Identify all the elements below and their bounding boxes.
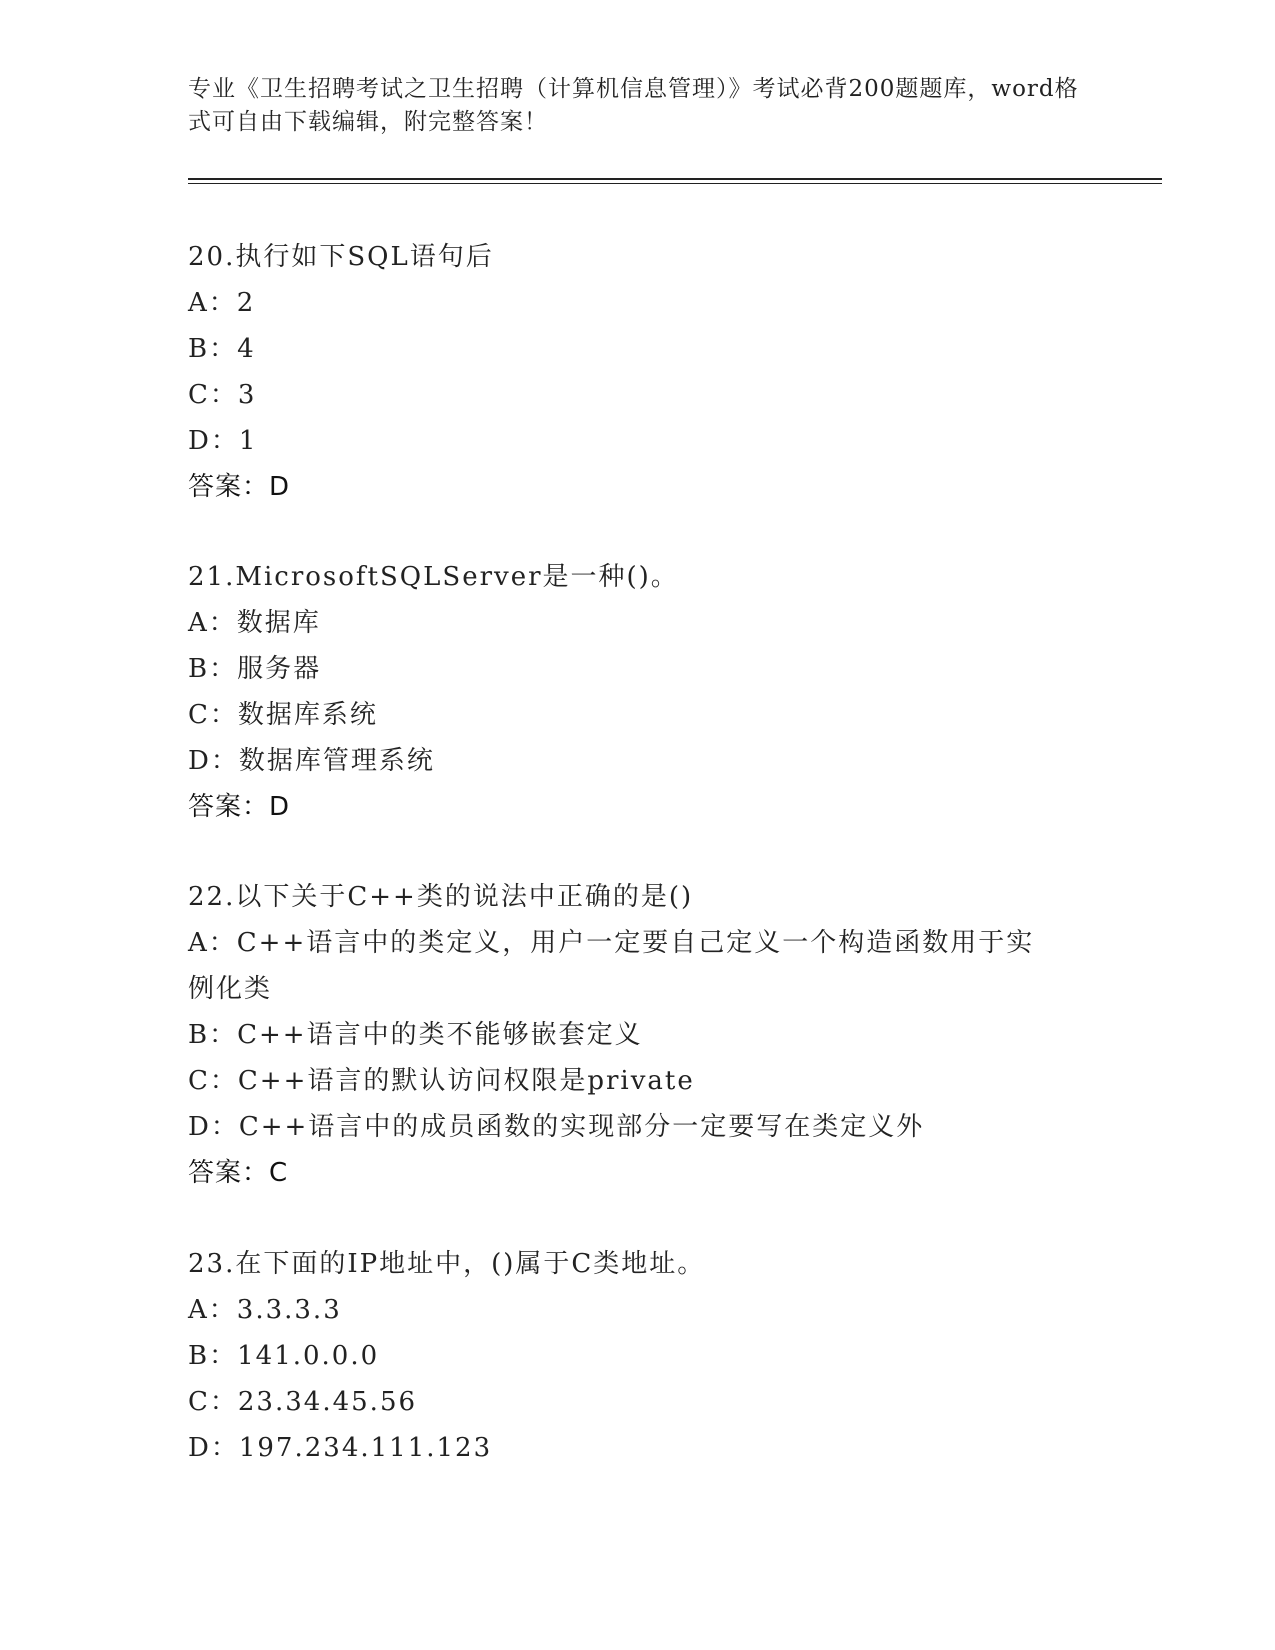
option-d: D：197.234.111.123 — [188, 1433, 493, 1463]
option-b: B：141.0.0.0 — [188, 1341, 380, 1371]
question-20 — [188, 234, 1088, 510]
option-b: B：服务器 — [188, 654, 322, 684]
option-c: C：23.34.45.56 — [188, 1387, 418, 1417]
question-stem: 21.MicrosoftSQLServer是一种()。 — [188, 562, 679, 592]
answer-line: 答案：D — [188, 792, 291, 822]
option-b: B：4 — [188, 334, 256, 364]
option-d: D：1 — [188, 426, 258, 456]
option-a: A：3.3.3.3 — [188, 1295, 342, 1325]
option-d: D：C++语言中的成员函数的实现部分一定要写在类定义外 — [188, 1112, 925, 1142]
header-divider-thick — [188, 178, 1162, 180]
option-a: A：C++语言中的类定义，用户一定要自己定义一个构造函数用于实例化类 — [188, 928, 1035, 1004]
header-divider-thin — [188, 183, 1162, 184]
question-stem: 22.以下关于C++类的说法中正确的是() — [188, 882, 694, 912]
question-stem: 23.在下面的IP地址中，()属于C类地址。 — [188, 1249, 706, 1279]
option-d: D：数据库管理系统 — [188, 746, 435, 776]
question-22 — [188, 874, 1088, 1196]
answer-line: 答案：C — [188, 1158, 289, 1188]
document-header: 专业《卫生招聘考试之卫生招聘（计算机信息管理）》考试必背200题题库，word格式可自由下载编辑，附完整答案！ — [188, 76, 1079, 135]
option-a: A：2 — [188, 288, 256, 318]
option-c: C：C++语言的默认访问权限是private — [188, 1066, 695, 1096]
question-23 — [188, 1241, 1088, 1471]
question-21 — [188, 554, 1088, 830]
option-a: A：数据库 — [188, 608, 321, 638]
option-b: B：C++语言中的类不能够嵌套定义 — [188, 1020, 643, 1050]
option-c: C：3 — [188, 380, 257, 410]
question-stem: 20.执行如下SQL语句后 — [188, 242, 494, 272]
option-c: C：数据库系统 — [188, 700, 378, 730]
answer-line: 答案：D — [188, 472, 291, 502]
